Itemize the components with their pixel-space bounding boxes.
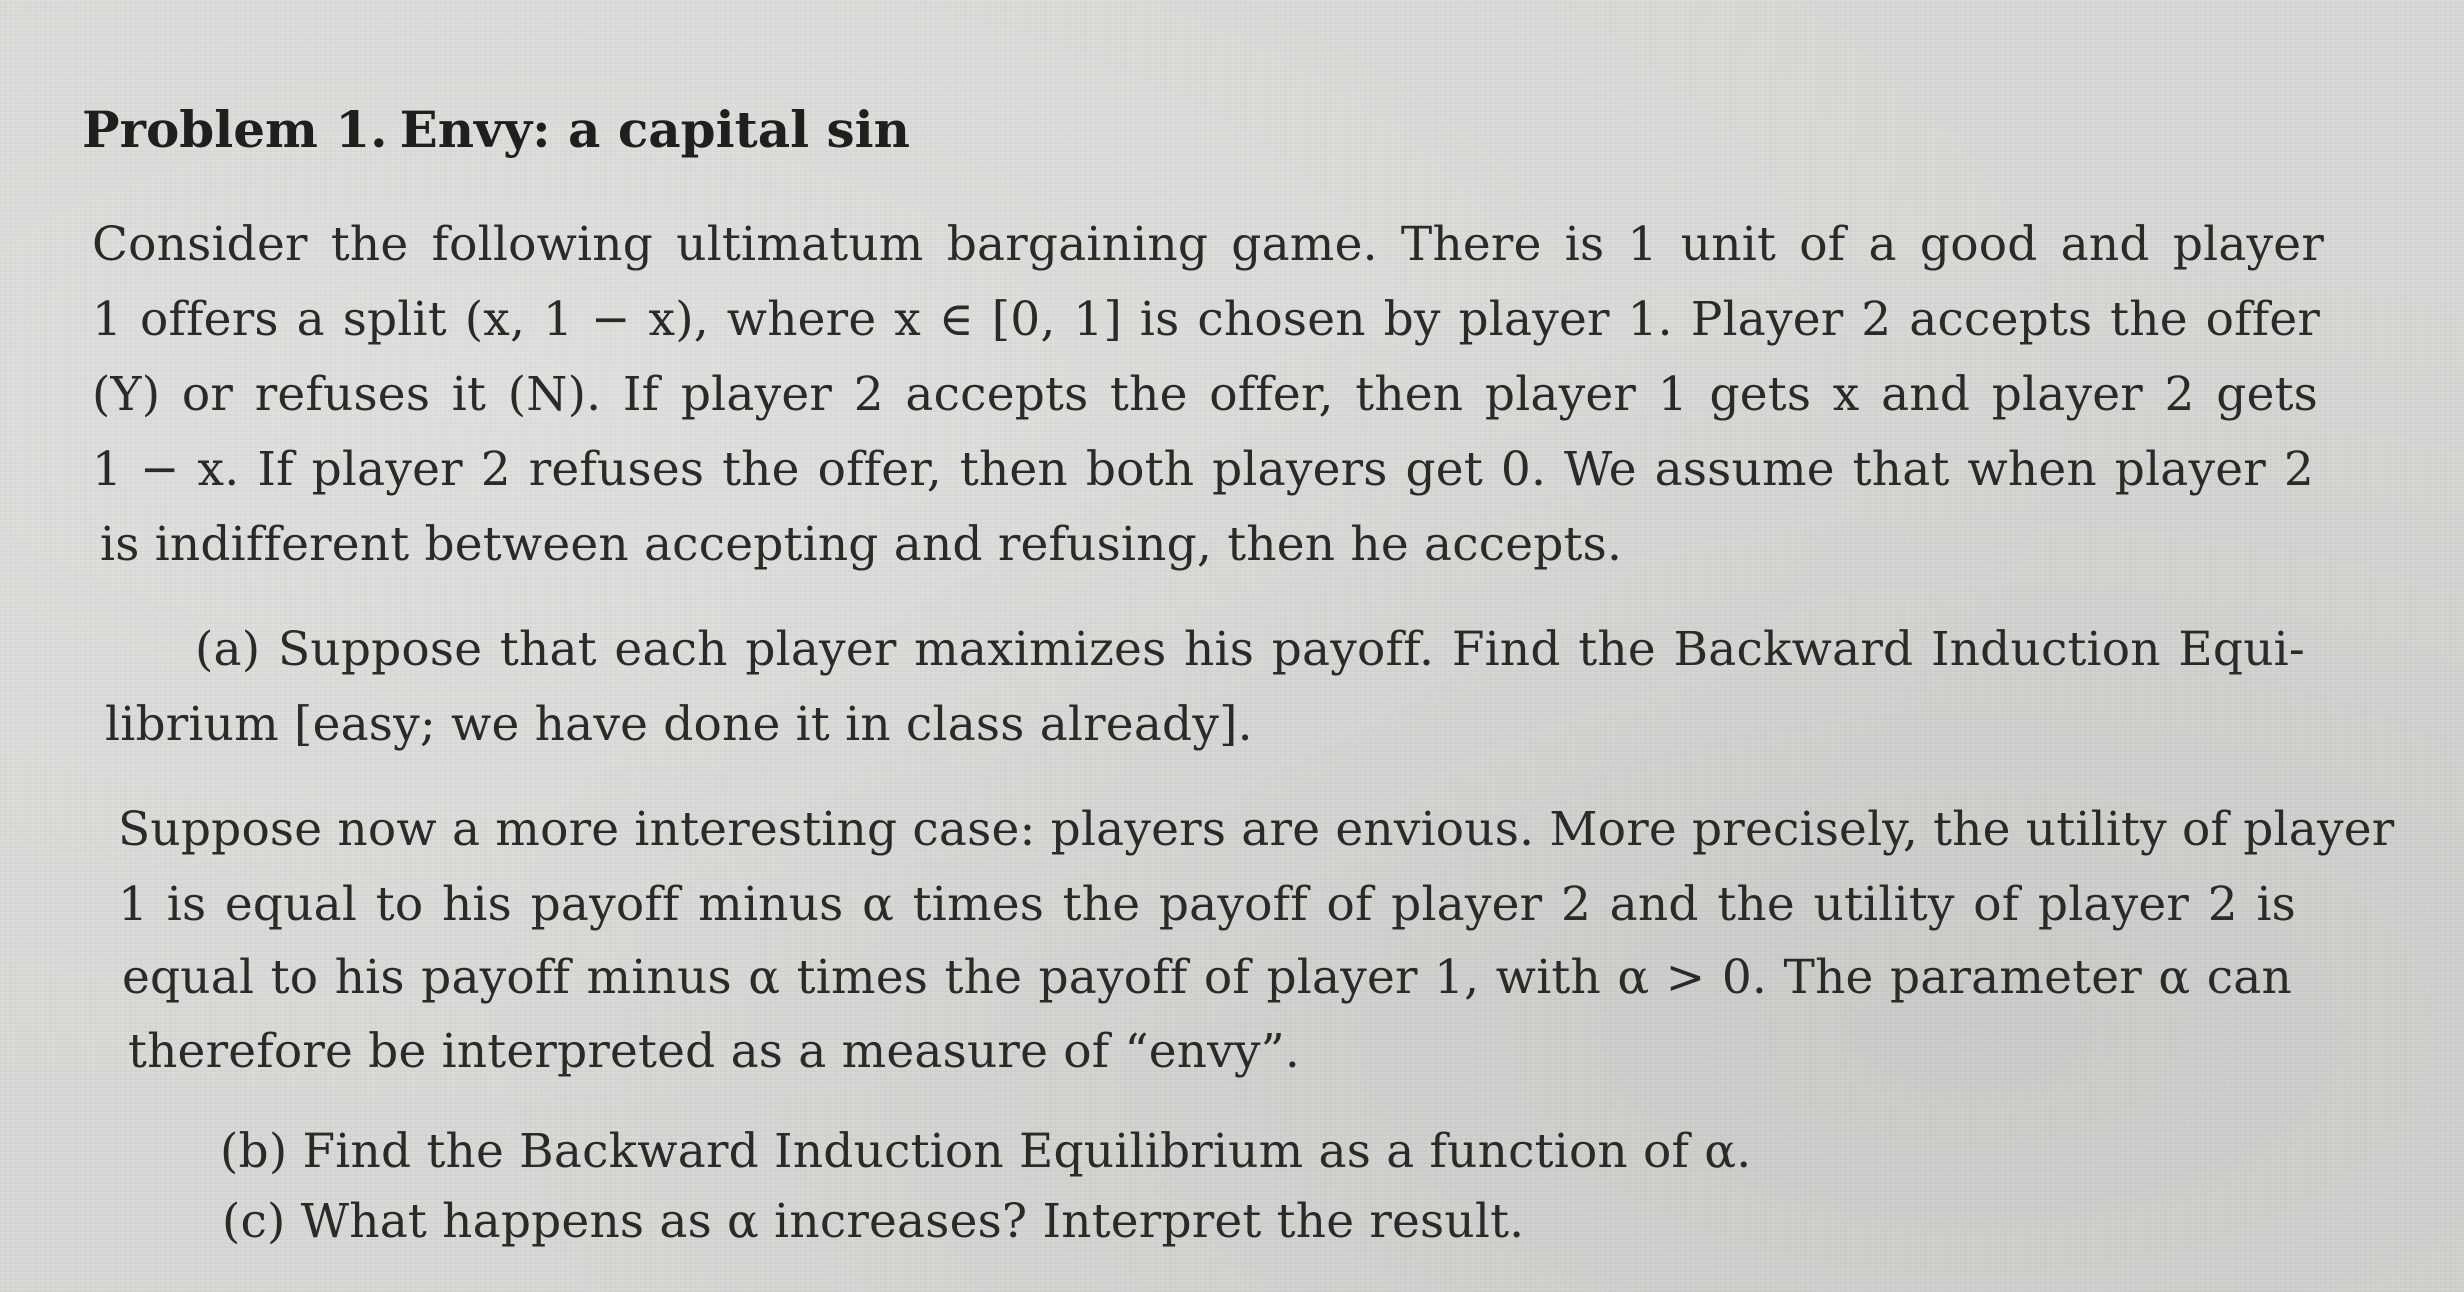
part-a-line-1: (a) Suppose that each player maximizes his payoff. Find the Backward Induction Equi- — [195, 622, 2305, 677]
part-a-line-2: librium [easy; we have done it in class already]. — [105, 697, 1253, 752]
envy-line-1: Suppose now a more interesting case: players are envious. More precisely, the utility of player — [118, 802, 2395, 857]
problem-label: Problem 1. — [82, 100, 388, 159]
intro-line-5: is indifferent between accepting and refusing, then he accepts. — [100, 517, 1623, 572]
intro-line-4: 1 − x. If player 2 refuses the offer, then both players get 0. We assume that when player 2 — [92, 442, 2314, 497]
intro-line-2: 1 offers a split (x, 1 − x), where x ∈ [0, 1] is chosen by player 1. Player 2 accepts the offer — [92, 292, 2320, 347]
problem-title: Envy: a capital sin — [399, 100, 911, 159]
envy-line-2: 1 is equal to his payoff minus α times the payoff of player 2 and the utility of player 2 is — [118, 877, 2296, 932]
part-b: (b) Find the Backward Induction Equilibrium as a function of α. — [220, 1124, 1752, 1179]
problem-heading — [82, 95, 910, 165]
envy-line-3: equal to his payoff minus α times the payoff of player 1, with α > 0. The parameter α can — [122, 950, 2292, 1005]
envy-line-4: therefore be interpreted as a measure of “envy”. — [128, 1024, 1301, 1079]
part-c: (c) What happens as α increases? Interpret the result. — [222, 1194, 1525, 1249]
intro-line-3: (Y) or refuses it (N). If player 2 accepts the offer, then player 1 gets x and player 2 gets — [92, 367, 2318, 422]
intro-line-1: Consider the following ultimatum bargaining game. There is 1 unit of a good and player — [92, 217, 2324, 272]
